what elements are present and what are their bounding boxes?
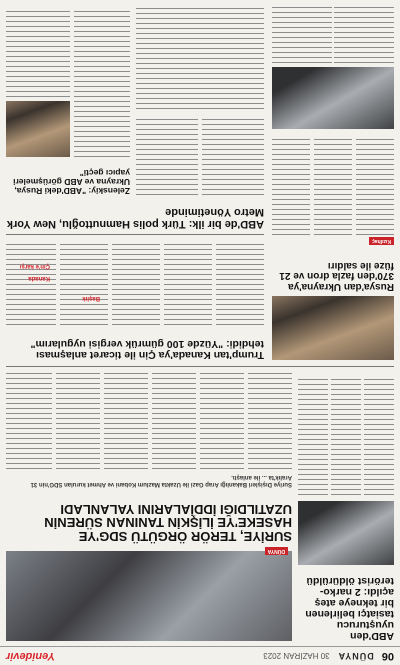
zelensky-headline: Zelenskiy: "ABD'deki Rusya, Ukrayna ve ABD görüşmeleri yapıcı geçti"	[13, 168, 130, 196]
divider-2	[6, 234, 264, 235]
trump-column-1	[216, 241, 264, 325]
main-column-1	[248, 373, 292, 469]
main-subhead: Suriye Dışişleri Bakanlığı Arap Gazi ile Uzakta Mazlum Kobani ve Ahmet kurulan SDG'nin 31 Aralık'ta ... ile anlaştı.	[30, 473, 292, 487]
zelensky-column-1	[74, 7, 130, 157]
trump-tag-3: Çin'e karşı	[19, 263, 50, 269]
story-left-column-3	[298, 375, 328, 495]
police-column-5	[136, 7, 264, 109]
main-column-5	[56, 373, 100, 469]
police-column-4	[136, 115, 198, 195]
drone-column-3	[272, 135, 310, 235]
trump-column-2	[164, 241, 212, 325]
drone-column-1	[356, 135, 394, 235]
masthead	[0, 646, 400, 665]
trump-column-3	[112, 241, 160, 325]
main-column-4	[104, 373, 148, 469]
police-photo-icon	[272, 67, 394, 129]
story-left-column-2	[331, 375, 361, 495]
story-left-column-1	[364, 375, 394, 495]
issue-date: 30 HAZİRAN 2023	[263, 651, 330, 661]
police-column-1	[334, 5, 394, 63]
police-column-2	[272, 5, 332, 63]
main-column-2	[200, 373, 244, 469]
story-left-headline: ABD'den uyuşturucu tasiatçı belirlenen bir tekneye ateş açıldı: 2 narko-terörist öldürüldü	[305, 574, 394, 642]
trump-tag-2: Kanada	[28, 275, 50, 281]
section-title: DÜNYA	[337, 651, 374, 661]
drone-column-2	[314, 135, 352, 235]
main-headline: SURİYE, TERÖR ÖRGÜTÜ SDG'YE HASEKE'YE İLİŞKİN TANINAN SÜRENİN UZATILDIĞI İDDİALARINI YALANLADI	[44, 501, 292, 544]
zelensky-column-2	[6, 7, 70, 97]
main-column-6	[6, 373, 52, 469]
divider	[6, 366, 394, 367]
drone-tag: Kızılhaç	[369, 237, 394, 245]
burning-building-photo-icon	[272, 296, 394, 360]
street-photo-icon	[6, 551, 292, 641]
police-headline: ABD'de bir ilk: Türk polis Hamnuttoğlu, New York Metro Yönetiminde	[6, 206, 264, 230]
section-badge: DÜNYA	[265, 547, 288, 555]
trump-headline: Trump'tan Kanada'ya Çin ile ticaret anlaşması tehdidi: "Yüzde 100 gümrük vergisi uygularım"	[30, 337, 264, 361]
main-column-3	[152, 373, 196, 469]
page-number: 06	[381, 650, 394, 662]
police-column-3	[202, 115, 264, 195]
trump-tag-1: Başlık	[82, 295, 100, 301]
ship-photo-icon	[298, 501, 394, 565]
zelensky-photo-icon	[6, 101, 70, 157]
trump-column-5	[6, 241, 56, 325]
drone-headline: Rusya'dan Ukrayna'ya 370'den fazla dron ve 21 füze ile saldırı	[279, 260, 394, 292]
newspaper-logo: Yenidevir	[6, 650, 56, 662]
trump-column-4	[60, 241, 108, 325]
